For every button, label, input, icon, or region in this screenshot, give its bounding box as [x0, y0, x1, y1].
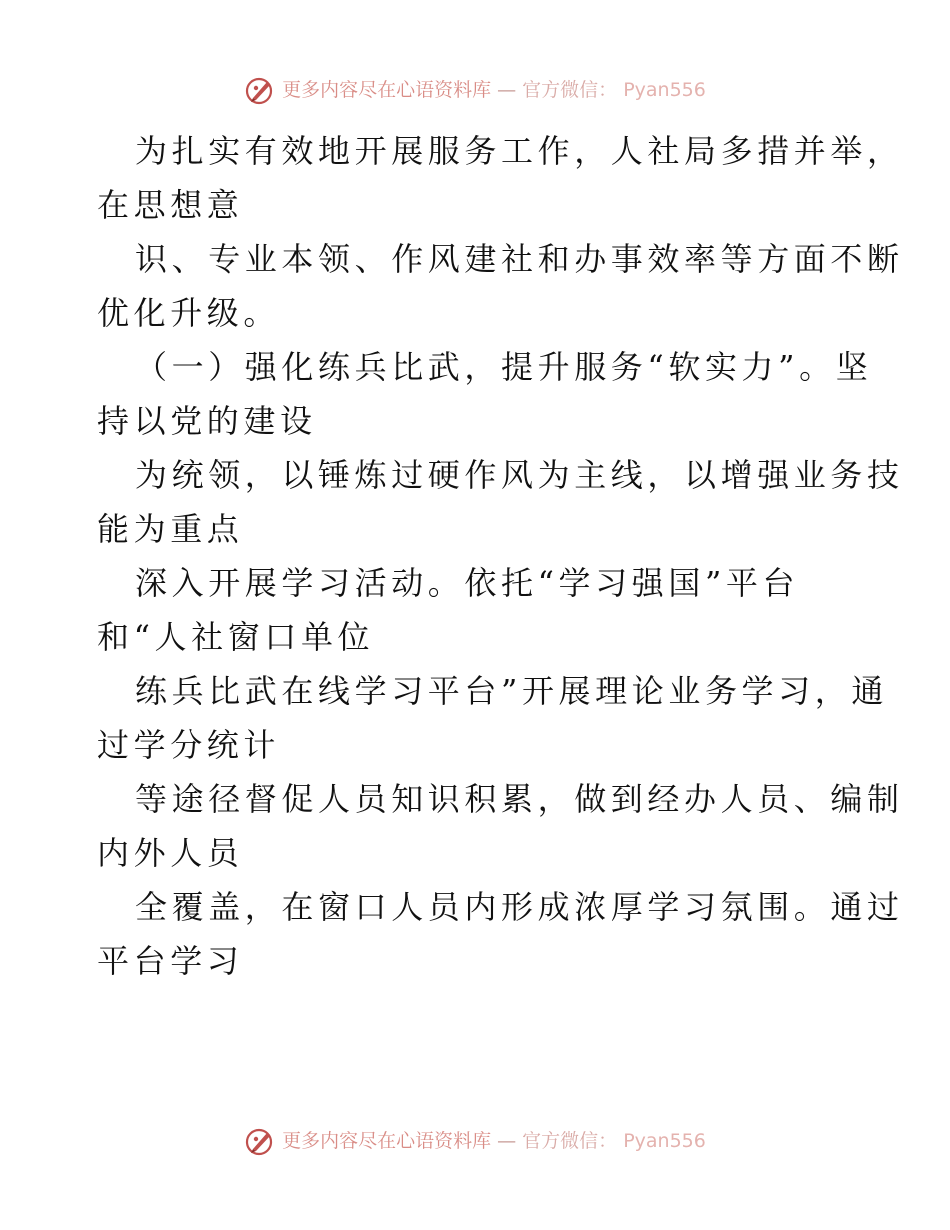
body-line: 持以党的建设 — [97, 402, 317, 440]
watermark-wechat-id: Pyan556 — [623, 1130, 706, 1152]
body-line: 和“人社窗口单位 — [97, 618, 375, 656]
watermark-wechat-label: 官方微信： — [522, 79, 618, 101]
section-heading-line: （一）强化练兵比武，提升服务“软实力”。坚 — [135, 348, 873, 386]
body-line: 能为重点 — [97, 510, 244, 548]
watermark-dash: — — [497, 1130, 517, 1152]
body-line: 优化升级。 — [97, 294, 281, 332]
body-line: 为扎实有效地开展服务工作，人社局多措并举， — [135, 132, 904, 170]
quill-pen-circle-icon — [244, 1125, 276, 1157]
body-line: 全覆盖，在窗口人员内形成浓厚学习氛围。通过 — [135, 888, 904, 926]
watermark-library-text: 更多内容尽在心语资料库 — [282, 1130, 492, 1152]
watermark-dash: — — [497, 79, 517, 101]
quill-pen-circle-icon — [244, 74, 276, 106]
body-line: 过学分统计 — [97, 726, 281, 764]
body-line: 识、专业本领、作风建社和办事效率等方面不断 — [135, 240, 904, 278]
body-line: 深入开展学习活动。依托“学习强国”平台 — [135, 564, 800, 602]
document-body — [97, 124, 904, 988]
body-line: 内外人员 — [97, 834, 244, 872]
body-line: 在思想意 — [97, 186, 244, 224]
header-watermark — [0, 74, 950, 106]
footer-watermark — [0, 1125, 950, 1157]
body-line: 练兵比武在线学习平台”开展理论业务学习，通 — [135, 672, 888, 710]
body-line: 为统领，以锤炼过硬作风为主线，以增强业务技 — [135, 456, 904, 494]
watermark-library-text: 更多内容尽在心语资料库 — [282, 79, 492, 101]
watermark-wechat-label: 官方微信： — [522, 1130, 618, 1152]
watermark-wechat-id: Pyan556 — [623, 79, 706, 101]
body-line: 平台学习 — [97, 942, 244, 980]
body-line: 等途径督促人员知识积累，做到经办人员、编制 — [135, 780, 904, 818]
